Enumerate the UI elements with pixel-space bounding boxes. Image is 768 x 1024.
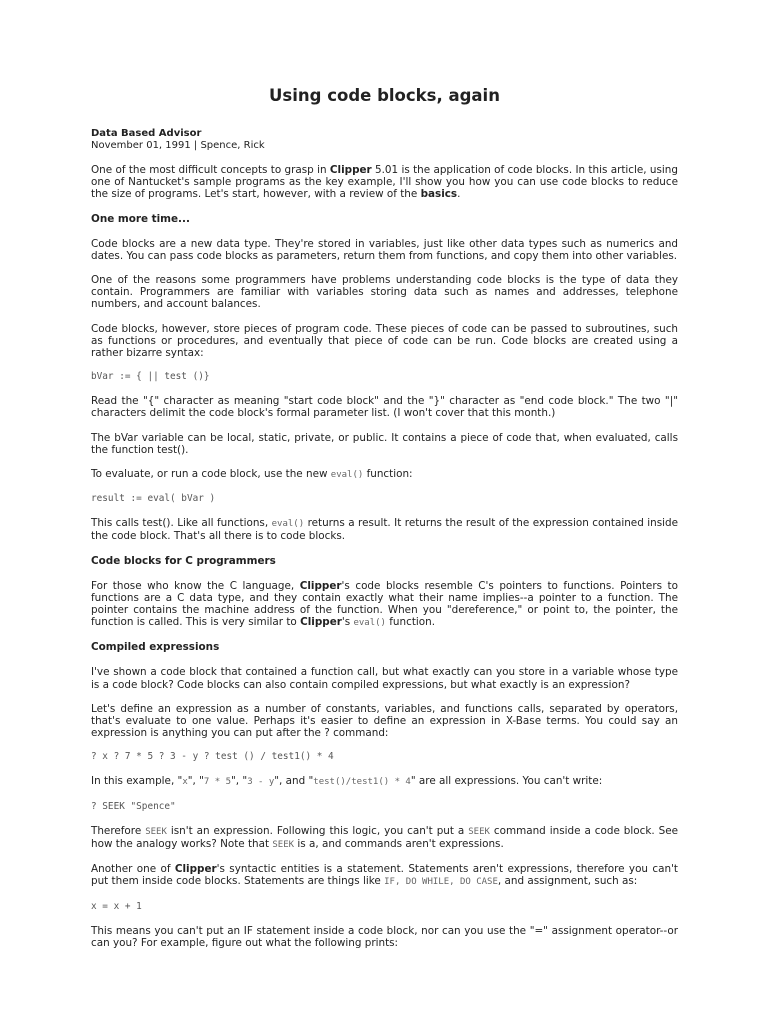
paragraph — [91, 517, 678, 542]
clipper-keyword: Clipper — [174, 863, 217, 876]
paragraph-intro — [91, 164, 678, 201]
clipper-keyword: Clipper — [329, 164, 372, 176]
inline-code: 3 - y — [247, 777, 275, 788]
inline-code: SEEK — [468, 826, 490, 837]
text: is a, and commands aren't expressions. — [294, 837, 504, 850]
paragraph: Let's define an expression as a number of constants, variables, and functions calls, separated by operators, that's evaluate to one value. Perhaps it's easier to define an expression in X-Base terms. You could say an expression is anything you can put after the ? command: — [91, 702, 678, 740]
paragraph: Code blocks are a new data type. They're stored in variables, just like other data types such as numerics and dates. You can pass code blocks as parameters, return them from functions, and copy them into other variables. — [91, 237, 678, 262]
inline-code: 7 * 5 — [203, 777, 232, 788]
paragraph — [91, 825, 678, 851]
text: 5.01 is the application of code blocks. In this article, using one of Nantucket's sample programs as the key example, I'll show you how you can use code blocks to reduce the size of programs. Let's start, however, with a review of the — [91, 164, 678, 201]
paragraph: One of the reasons some programmers have problems understanding code blocks is the type of data they contain. Programmers are familiar with variables storing data such as names and addresses, telephone numbers, and account balances. — [91, 274, 678, 311]
code-sample: ? x ? 7 * 5 ? 3 - y ? test () / test1() * 4 — [91, 751, 334, 763]
text: ", and " — [274, 775, 314, 788]
date-author-line: November 01, 1991 | Spence, Rick — [91, 140, 265, 151]
text: One of the most difficult concepts to grasp in — [91, 164, 330, 176]
inline-code: IF, DO WHILE, DO CASE — [384, 877, 498, 888]
paragraph — [91, 775, 678, 788]
paragraph: This means you can't put an IF statement inside a code block, nor can you use the "=" assignment operator--or can you? For example, figure out what the following prints: — [91, 924, 678, 949]
inline-code: x — [182, 777, 188, 788]
section-heading-c-programmers: Code blocks for C programmers — [91, 554, 276, 567]
inline-code: eval() — [330, 470, 364, 481]
text: function. — [385, 616, 436, 629]
text: . — [457, 188, 461, 201]
clipper-keyword: Clipper — [300, 616, 342, 629]
text: Therefore — [91, 824, 146, 837]
text: , and assignment, such as: — [497, 875, 638, 888]
paragraph — [91, 580, 678, 630]
code-sample: ? SEEK "Spence" — [91, 800, 176, 812]
text: Another one of — [91, 863, 175, 876]
text: ", " — [187, 775, 204, 788]
text: command inside a code block. See how the analogy works? Note that — [91, 824, 679, 850]
text: ", " — [231, 775, 248, 788]
paragraph — [91, 863, 678, 888]
inline-code: SEEK — [272, 839, 295, 850]
paragraph: Code blocks, however, store pieces of program code. These pieces of code can be passed to subroutines, such as functions or procedures, and eventually that piece of code can be run. Code blocks are created using a rather bizarre syntax: — [91, 322, 678, 360]
inline-code: SEEK — [145, 826, 167, 837]
inline-code: eval() — [271, 519, 305, 530]
text: " are all expressions. You can't write: — [410, 775, 603, 788]
paragraph: Read the "{" character as meaning "start code block" and the "}" character as "end code block." The two "|" characters delimit the code block's formal parameter list. (I won't cover that this month.) — [91, 395, 678, 420]
code-sample: x = x + 1 — [91, 900, 142, 912]
publication-name: Data Based Advisor — [91, 128, 202, 139]
text: 's code blocks resemble C's pointers to functions. Pointers to functions are a C data type, and they contain exactly what their name implies--a pointer to a function. The pointer contains the machine address of the function. When you "dereference," or point to, the pointer, the function is called. This is very similar to — [91, 579, 678, 629]
text: To evaluate, or run a code block, use the new — [91, 468, 331, 481]
text: 's — [341, 616, 354, 629]
section-heading-one-more-time: One more time... — [91, 212, 190, 225]
code-sample: result := eval( bVar ) — [91, 493, 216, 505]
inline-code: eval() — [353, 618, 386, 629]
section-heading-compiled-expressions: Compiled expressions — [91, 641, 220, 654]
inline-code: test()/test1() * 4 — [313, 777, 411, 788]
text: returns a result. It returns the result of the expression contained inside the code block. That's all there is to code blocks. — [91, 517, 679, 543]
text: For those who know the C language, — [91, 579, 300, 592]
article-title: Using code blocks, again — [269, 86, 500, 105]
text: 's syntactic entities is a statement. Statements aren't expressions, therefore you can't put them inside code blocks. Statements are things like — [91, 863, 678, 888]
text: This calls test(). Like all functions, — [91, 517, 272, 530]
text: function: — [363, 468, 413, 481]
basics-keyword: basics — [420, 188, 458, 201]
clipper-keyword: Clipper — [299, 579, 342, 592]
code-sample: bVar := { || test ()} — [91, 371, 210, 383]
text: isn't an expression. Following this logic, you can't put a — [166, 824, 469, 837]
paragraph — [91, 468, 678, 481]
paragraph: The bVar variable can be local, static, private, or public. It contains a piece of code that, when evaluated, calls the function test(). — [91, 431, 678, 456]
paragraph: I've shown a code block that contained a function call, but what exactly can you store in a variable whose type is a code block? Code blocks can also contain compiled expressions, but what exactly is an expression? — [91, 666, 678, 691]
text: In this example, " — [91, 775, 183, 788]
